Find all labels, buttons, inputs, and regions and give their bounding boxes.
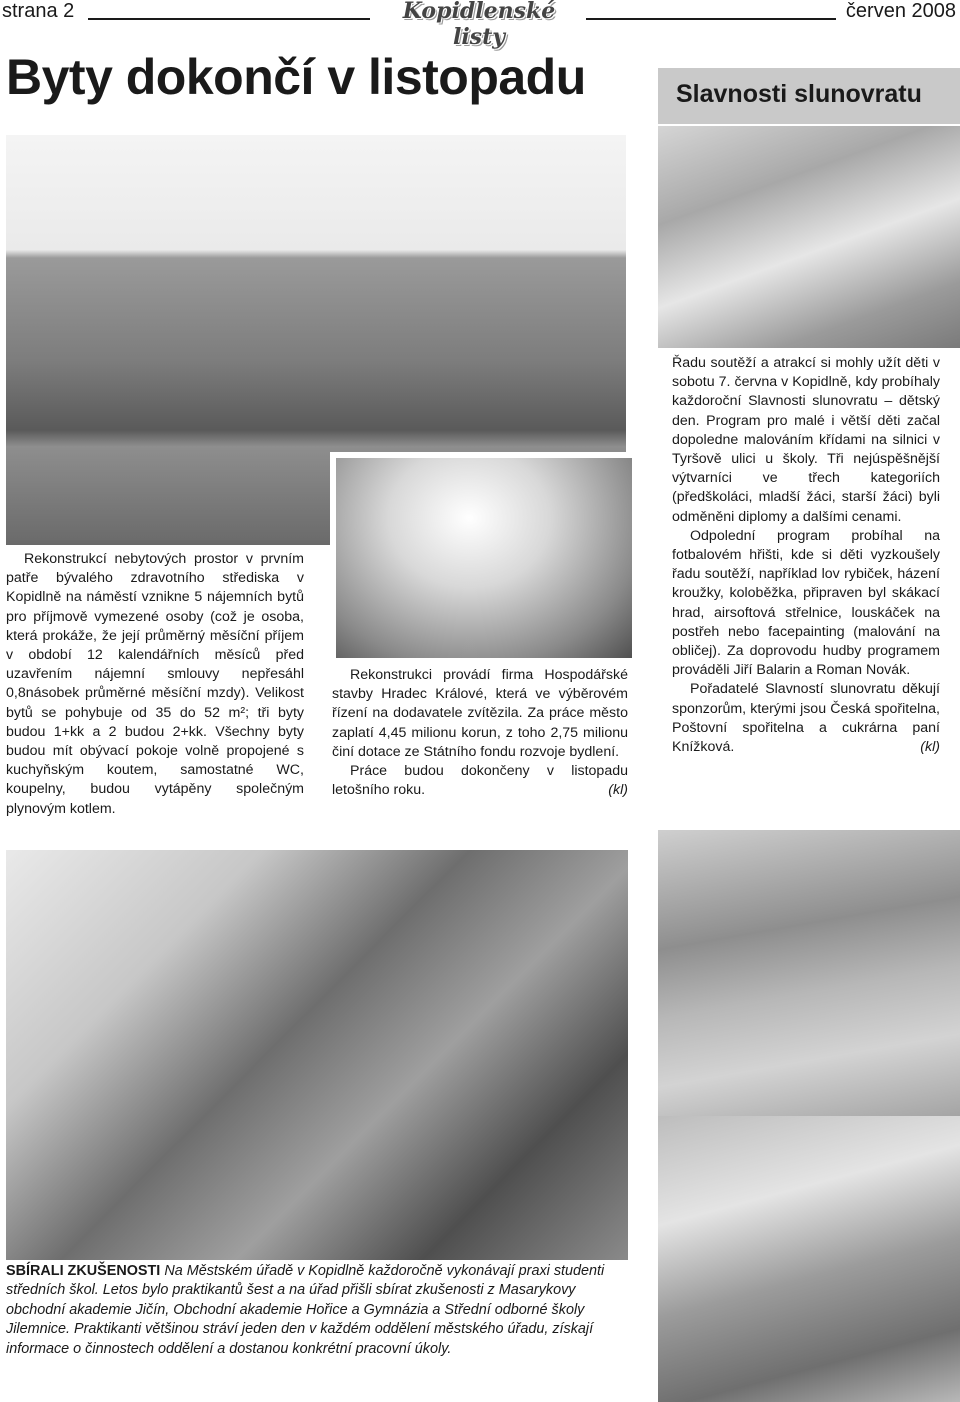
caption-text: Na Městském úřadě v Kopidlně každoročně vykonávají praxi studenti středních škol. Letos bylo praktikantů šest a na úřad přišli sbírat zkušenosti z Masarykovy obchodní akademie Jičín, Obchodní akademie Hořice a Gymnázia a Střední odborné školy Jilemnice. Praktikanti většinou stráví jeden den v každém oddělení městského úřadu, získají informace o činnostech oddělení a dostanou konkrétní pracovní úkoly. — [6, 1263, 605, 1357]
sidebar-article — [672, 354, 940, 757]
sidebar-title: Slavnosti slunovratu — [676, 80, 922, 108]
sidebar-paragraph: Řadu soutěží a atrakcí si mohly užít děti v sobotu 7. června v Kopidlně, kdy probíhaly každoroční Slavnosti slunovratu – dětský den. Program pro malé i větší děti začal dopoledne malováním křídami na silnici v Tyršově ulici u školy. Tři nejúspěšnější výtvarníci ve třech kategoriích (předškoláci, mladší žáci, starší žáci) byli odměněni diplomy a dalšími cenami. — [672, 355, 940, 525]
chalk-drawing-photo — [658, 126, 960, 348]
child-drawing-photo — [658, 1116, 960, 1402]
article-left-column — [6, 550, 304, 819]
caption-lead: SBÍRALI ZKUŠENOSTI — [6, 1263, 161, 1279]
article-middle-column — [332, 666, 628, 800]
article-paragraph — [332, 762, 628, 800]
article-paragraph: Rekonstrukci provádí firma Hospodářské stavby Hradec Králové, která ve výběrovém řízení na dodavatele zvítězila. Za práce město zaplatí 4,45 milionu korun, z toho 2,75 milionu činí dotace ze Státního fondu rozvoje bydlení. — [332, 667, 628, 760]
photo-caption — [6, 1262, 616, 1359]
sidebar-paragraph-text: Pořadatelé Slavností slunovratu děkují sponzorům, kterými jsou Česká spořitelna, Poštovní spořitelna a cukrárna paní Knížková. — [672, 681, 940, 756]
header-rule-left — [88, 18, 370, 20]
article-paragraph: Rekonstrukcí nebytových prostor v prvním patře bývalého zdravotního střediska v Kopidlně na náměstí vznikne 5 nájemních bytů pro příjmově vymezené osoby (což je osoba, která prokáže, že její průměrný měsíční příjem v období 12 kalendářních měsíců před uzavřením nájemní smlouvy nepřesáhl 0,8násobek průměrné měsíční mzdy). Velikost bytů se pohybuje od 35 do 52 m²; tři byty budou 1+kk a 2 budou 2+kk. Všechny byty budou mít obývací pokoje volně propojené s kuchyňským koutem, samostatné WC, koupelny, budou vytápěny společným plynovým kotlem. — [6, 551, 304, 817]
headline: Byty dokončí v listopadu — [6, 49, 586, 105]
issue-date: červen 2008 — [845, 0, 956, 22]
sidebar-paragraph — [672, 680, 940, 757]
header-rule-right — [586, 18, 836, 20]
masthead-logo: Kopidlenské listy — [402, 0, 556, 50]
students-photo — [6, 850, 628, 1260]
sidebar-paragraph: Odpolední program probíhal na fotbalovém hřišti, kde si děti vyzkoušely řadu soutěží, například lov rybiček, házení kroužky, koloběžka, připraven byl skákací hrad, airsoftová střelnice, louskáček na postřeh nebo facepainting (malování na obličej). Za doprovodu hudby programem prováděli Jiří Balarin a Roman Novák. — [672, 527, 940, 679]
author-signature: (kl) — [608, 782, 628, 799]
article-paragraph-text: Práce budou dokončeny v listopadu letošního roku. — [332, 763, 628, 799]
interior-photo — [330, 452, 638, 664]
street-drawing-photo — [658, 830, 960, 1120]
page-number: strana 2 — [2, 0, 75, 22]
author-signature: (kl) — [920, 739, 940, 756]
